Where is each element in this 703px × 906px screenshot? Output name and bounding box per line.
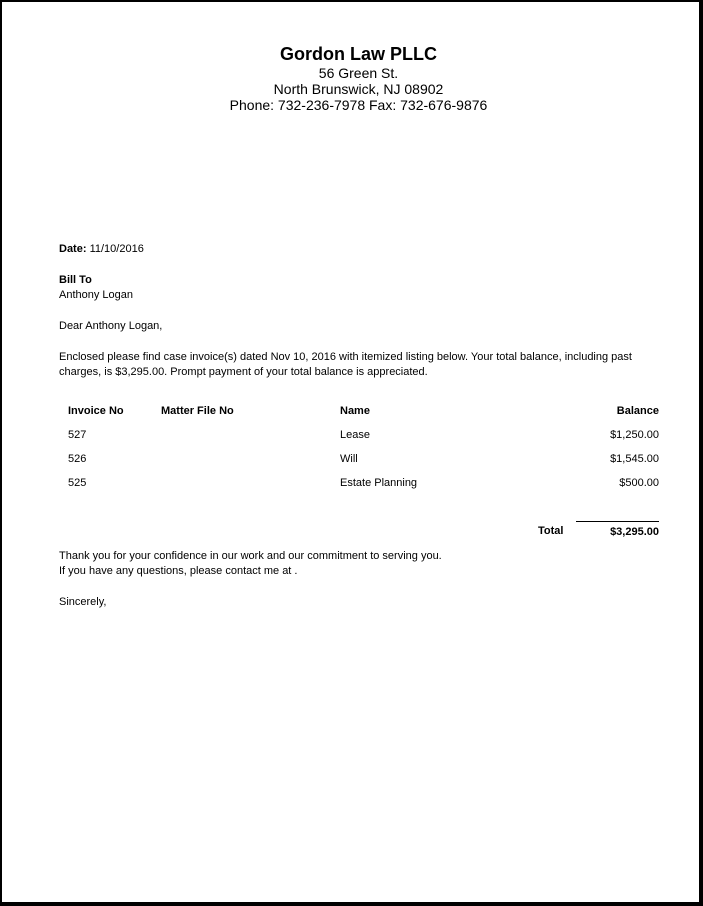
table-row-balance: $1,250.00 <box>610 429 659 441</box>
header-balance: Balance <box>616 405 659 417</box>
header-matter-file-no: Matter File No <box>161 405 234 417</box>
bill-to-name: Anthony Logan <box>59 289 134 301</box>
table-row-invoice-no: 525 <box>68 477 87 489</box>
letterhead <box>0 43 703 113</box>
firm-contact: Phone: 732-236-7978 Fax: 732-676-9876 <box>229 97 488 113</box>
table-row-name: Will <box>340 453 358 465</box>
bill-to-label: Bill To <box>59 274 92 286</box>
firm-city: North Brunswick, NJ 08902 <box>273 81 444 97</box>
table-row-invoice-no: 527 <box>68 429 87 441</box>
table-row-balance: $1,545.00 <box>610 453 659 465</box>
thanks-line: Thank you for your confidence in our work and our commitment to serving you. <box>59 550 442 562</box>
firm-name: Gordon Law PLLC <box>280 44 437 64</box>
date-label: Date: <box>59 243 87 255</box>
date-value: 11/10/2016 <box>89 243 144 255</box>
contact-line: If you have any questions, please contact me at . <box>59 565 298 577</box>
table-row-balance: $500.00 <box>619 477 659 489</box>
total-label: Total <box>538 525 564 537</box>
salutation: Dear Anthony Logan, <box>59 320 163 332</box>
table-row-name: Estate Planning <box>340 477 418 489</box>
header-name: Name <box>340 405 370 417</box>
date-line <box>59 242 144 256</box>
table-row-invoice-no: 526 <box>68 453 87 465</box>
header-invoice-no: Invoice No <box>68 405 124 417</box>
body-paragraph: Enclosed please find case invoice(s) dated Nov 10, 2016 with itemized listing below. Your total balance, including past charges, is $3,295.00. Prompt payment of your total balance is appreciated. <box>59 351 632 378</box>
total-value: $3,295.00 <box>610 526 659 538</box>
table-row-name: Lease <box>340 429 370 441</box>
total-rule <box>576 521 659 522</box>
firm-street: 56 Green St. <box>318 65 399 81</box>
closing: Sincerely, <box>59 596 107 608</box>
